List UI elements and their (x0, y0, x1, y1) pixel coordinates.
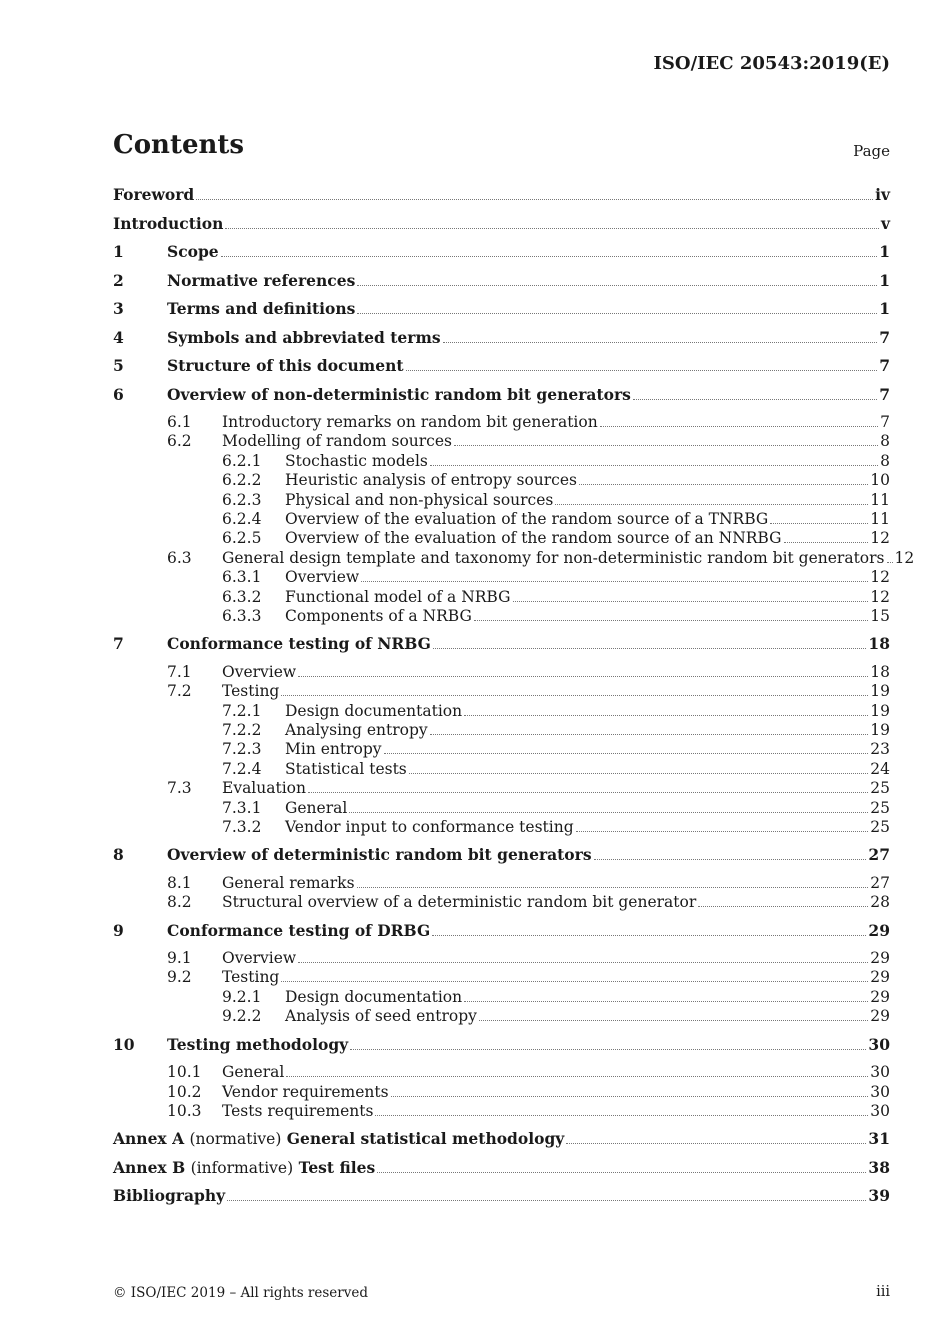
toc-entry-page: 12 (870, 529, 890, 548)
toc-entry[interactable] (113, 663, 890, 682)
leader-dots (887, 562, 893, 563)
toc-entry-number: 8 (113, 845, 124, 865)
toc-entry[interactable] (113, 548, 915, 568)
toc-entry-number: 6.2.3 (222, 490, 262, 509)
toc-entry-number: 8.1 (167, 873, 192, 892)
toc-entry-number: 9.1 (167, 949, 192, 968)
leader-dots (464, 715, 868, 716)
toc-entry-page: 10 (870, 471, 890, 490)
leader-dots (298, 962, 868, 963)
toc-entry[interactable] (113, 845, 890, 874)
toc-entry[interactable] (113, 432, 890, 451)
toc-entry-page: 7 (880, 413, 890, 431)
leader-dots (357, 887, 869, 888)
toc-entry-title: Statistical tests (285, 759, 407, 778)
toc-entry-page: 25 (870, 779, 890, 798)
toc-entry[interactable] (113, 760, 890, 779)
toc-entry[interactable] (113, 1035, 890, 1064)
leader-dots (432, 935, 866, 936)
toc-entry-number: 9.2.1 (222, 987, 262, 1006)
leader-dots (384, 753, 869, 754)
toc-entry[interactable] (113, 1063, 890, 1082)
toc-entry-page: 1 (879, 242, 890, 261)
toc-entry-number: 6.2.1 (222, 451, 262, 470)
toc-entry[interactable] (113, 721, 890, 740)
toc-entry[interactable] (113, 568, 890, 587)
toc-entry-title: Conformance testing of DRBG (167, 920, 431, 940)
toc-entry[interactable] (113, 702, 890, 721)
toc-entry[interactable] (113, 385, 890, 414)
toc-entry-number: 1 (113, 242, 124, 261)
toc-entry-number: 7.2.1 (222, 701, 262, 720)
toc-entry-number: 6.3.1 (222, 568, 262, 587)
annex-type: (normative) (189, 1130, 282, 1149)
toc-entry-page: 29 (870, 987, 890, 1006)
toc-entry-number: 6.3 (167, 548, 192, 567)
footer-copyright: © ISO/IEC 2019 – All rights reserved (113, 1285, 368, 1301)
toc-entry-title: Overview (222, 949, 297, 968)
toc-annex-entry[interactable] (113, 1129, 890, 1158)
toc-entry-title: Scope (167, 242, 219, 261)
leader-dots (579, 484, 868, 485)
toc-entry[interactable] (113, 491, 890, 510)
toc-entry-title: Terms and definitions (167, 299, 356, 318)
toc-entry[interactable] (113, 874, 890, 893)
leader-dots (443, 342, 878, 343)
toc-entry-title: Overview of non-deterministic random bit generators (167, 384, 631, 404)
leader-dots (479, 1020, 868, 1021)
toc-entry-page: 8 (880, 432, 890, 451)
toc-entry[interactable] (113, 740, 890, 759)
section-gap (113, 913, 890, 921)
toc-entry-page: 30 (870, 1063, 890, 1082)
toc-entry-title: Components of a NRBG (285, 606, 472, 625)
annex-label: Annex B (113, 1157, 186, 1177)
toc-entry-number: 5 (113, 356, 124, 375)
toc-entry-page: 19 (870, 701, 890, 720)
annex-page: 31 (868, 1129, 890, 1149)
leader-dots (281, 981, 868, 982)
toc-entry-number: 6.2.2 (222, 471, 262, 490)
toc-entry-number: 10.3 (167, 1101, 202, 1120)
toc-entry-page: 29 (870, 1007, 890, 1026)
toc-entry-number: 6.1 (167, 413, 192, 431)
toc-entry-title: Testing (222, 682, 280, 701)
toc-entry-page: 19 (870, 682, 890, 701)
toc-entry-page: 25 (870, 798, 890, 817)
page-column-label: Page (853, 142, 890, 160)
document-id-header: ISO/IEC 20543:2019(E) (653, 53, 890, 74)
toc-entry-title: Vendor requirements (222, 1082, 389, 1101)
toc-entry-page: 7 (879, 384, 890, 404)
leader-dots (513, 601, 869, 602)
toc-entry-number: 6.2.5 (222, 529, 262, 548)
leader-dots (357, 285, 877, 286)
leader-dots (298, 676, 868, 677)
toc-entry-number: 2 (113, 270, 124, 290)
leader-dots (433, 648, 867, 649)
toc-entry[interactable] (113, 818, 890, 837)
leader-dots (281, 695, 868, 696)
toc-entry-number: 10 (113, 1034, 135, 1054)
toc-entry[interactable] (113, 799, 890, 818)
toc-entry-title: Structure of this document (167, 356, 404, 375)
toc-entry[interactable] (113, 682, 890, 701)
toc-entry-title: Testing methodology (167, 1034, 349, 1054)
toc-entry-number: 6.3.3 (222, 606, 262, 625)
toc-entry[interactable] (113, 214, 890, 243)
toc-entry-page: 23 (870, 740, 890, 759)
leader-dots (430, 734, 869, 735)
toc-entry[interactable] (113, 299, 890, 328)
toc-entry-page: 30 (868, 1034, 890, 1054)
annex-page: 38 (868, 1157, 890, 1177)
toc-entry-number: 7.1 (167, 662, 192, 681)
toc-entry-title: Overview of the evaluation of the random source of a TNRBG (285, 509, 769, 528)
footer-page-number: iii (876, 1284, 890, 1300)
toc-entry-page: 15 (870, 606, 890, 625)
toc-entry-title: General remarks (222, 873, 355, 892)
toc-entry-page: 18 (868, 634, 890, 654)
toc-entry-number: 9 (113, 920, 124, 940)
toc-entry-page: v (880, 213, 890, 233)
leader-dots (633, 399, 877, 400)
toc-entry-title: General (285, 798, 348, 817)
leader-dots (225, 228, 879, 229)
leader-dots (555, 504, 868, 505)
toc-entry[interactable] (113, 328, 890, 357)
leader-dots (770, 523, 868, 524)
toc-entry-title: Design documentation (285, 701, 463, 720)
toc-entry-title: Structural overview of a deterministic random bit generator (222, 893, 697, 912)
toc-entry-title: Analysis of seed entropy (285, 1007, 477, 1026)
toc-entry-title: Evaluation (222, 779, 306, 798)
leader-dots (227, 1200, 866, 1201)
toc-entry-page: 25 (870, 817, 890, 836)
toc-entry-title: Min entropy (285, 740, 382, 759)
toc-entry-title: Modelling of random sources (222, 432, 452, 451)
toc-entry[interactable] (113, 921, 890, 950)
toc-entry-page: 1 (879, 270, 890, 290)
toc-entry-title: Foreword (113, 185, 195, 204)
toc-entry-number: 6 (113, 384, 124, 404)
leader-dots (464, 1001, 868, 1002)
toc-entry[interactable] (113, 968, 890, 987)
toc-entry-page: 27 (870, 873, 890, 892)
toc-entry-title: Symbols and abbreviated terms (167, 327, 441, 347)
leader-dots (391, 1096, 869, 1097)
toc-entry-title: Overview (285, 568, 360, 587)
leader-dots (361, 581, 868, 582)
toc-entry-page: 29 (868, 920, 890, 940)
toc-entry-title: Vendor input to conformance testing (285, 817, 574, 836)
toc-entry-number: 7.3 (167, 779, 192, 798)
toc-bibliography-entry[interactable] (113, 1186, 890, 1215)
leader-dots (357, 313, 877, 314)
toc-entry-title: Physical and non-physical sources (285, 490, 554, 509)
leader-dots (600, 426, 878, 427)
toc-entry[interactable] (113, 988, 890, 1007)
toc-entry-page: 28 (870, 893, 890, 912)
toc-entry-title: Introduction (113, 213, 224, 233)
toc-entry[interactable] (113, 413, 890, 432)
toc-entry-title: General design template and taxonomy for non-deterministic random bit generators (222, 548, 885, 567)
toc-entry-number: 7 (113, 634, 124, 654)
leader-dots (566, 1143, 866, 1144)
section-gap (113, 837, 890, 845)
page-title: Contents (113, 130, 245, 160)
annex-title: Test files (298, 1157, 376, 1177)
toc-entry-page: 11 (870, 490, 890, 509)
leader-dots (349, 812, 868, 813)
toc-entry-title: General (222, 1063, 285, 1082)
toc-entry-title: Tests requirements (222, 1101, 374, 1120)
leader-dots (784, 542, 869, 543)
toc-entry[interactable] (113, 471, 890, 490)
section-gap (113, 1121, 890, 1129)
leader-dots (286, 1076, 868, 1077)
leader-dots (698, 906, 868, 907)
toc-entry-page: 29 (870, 949, 890, 968)
toc-entry-page: 12 (870, 568, 890, 587)
toc-entry-page: 24 (870, 759, 890, 778)
toc-entry[interactable] (113, 242, 890, 271)
leader-dots (594, 859, 867, 860)
toc-entry-number: 6.2 (167, 432, 192, 451)
toc-entry-title: Overview (222, 662, 297, 681)
toc-entry[interactable] (113, 529, 890, 548)
toc-entry-title: Testing (222, 968, 280, 987)
annex-type: (informative) (190, 1158, 294, 1177)
toc-entry-title: Conformance testing of NRBG (167, 634, 431, 654)
toc-entry-page: 29 (870, 968, 890, 987)
toc-entry-title: Functional model of a NRBG (285, 587, 511, 606)
toc-entry-page: 18 (870, 662, 890, 681)
toc-entry-number: 6.3.2 (222, 587, 262, 606)
leader-dots (576, 831, 869, 832)
toc-entry-number: 7.2.2 (222, 720, 262, 739)
toc-annex-entry[interactable] (113, 1158, 890, 1187)
toc-entry-number: 6.2.4 (222, 509, 262, 528)
section-gap (113, 626, 890, 634)
toc-entry[interactable] (113, 1083, 890, 1102)
toc-entry-title: Introductory remarks on random bit generation (222, 413, 598, 431)
leader-dots (221, 256, 878, 257)
toc-entry-number: 4 (113, 327, 124, 347)
leader-dots (377, 1172, 866, 1173)
toc-entry[interactable] (113, 607, 890, 626)
toc-entry-number: 9.2 (167, 968, 192, 987)
bibliography-page: 39 (868, 1186, 890, 1206)
toc-entry-title: Heuristic analysis of entropy sources (285, 471, 577, 490)
toc-entry-title: Design documentation (285, 987, 463, 1006)
toc-entry-number: 7.3.2 (222, 817, 262, 836)
toc-entry-page: 1 (879, 299, 890, 318)
bibliography-title: Bibliography (113, 1186, 226, 1206)
toc-entry-page: 19 (870, 720, 890, 739)
toc-entry[interactable] (113, 893, 890, 912)
toc-entry[interactable] (113, 356, 890, 385)
toc-entry[interactable] (113, 185, 890, 214)
toc-entry-title: Overview of deterministic random bit generators (167, 845, 592, 865)
leader-dots (430, 465, 878, 466)
toc-entry-page: 12 (894, 548, 915, 567)
toc-entry-page: 7 (879, 327, 890, 347)
leader-dots (350, 1049, 866, 1050)
toc-entry-number: 7.2.3 (222, 740, 262, 759)
toc-entry-number: 7.2 (167, 682, 192, 701)
toc-entry[interactable] (113, 452, 890, 471)
leader-dots (196, 199, 873, 200)
toc-entry-page: iv (875, 185, 890, 204)
toc-entry-page: 30 (870, 1082, 890, 1101)
toc-entry[interactable] (113, 779, 890, 798)
toc-entry-page: 7 (879, 356, 890, 375)
toc-entry[interactable] (113, 588, 890, 607)
toc-entry-number: 7.3.1 (222, 798, 262, 817)
toc-entry-number: 7.2.4 (222, 759, 262, 778)
table-of-contents (113, 185, 915, 1215)
leader-dots (308, 792, 868, 793)
section-gap (113, 1027, 890, 1035)
toc-entry-title: Stochastic models (285, 451, 428, 470)
annex-title: General statistical methodology (286, 1129, 565, 1149)
leader-dots (375, 1115, 868, 1116)
toc-entry[interactable] (113, 949, 890, 968)
toc-entry[interactable] (113, 634, 890, 663)
annex-label: Annex A (113, 1129, 185, 1149)
leader-dots (474, 620, 868, 621)
toc-entry-number: 3 (113, 299, 124, 318)
toc-entry-number: 10.2 (167, 1082, 202, 1101)
toc-entry[interactable] (113, 271, 890, 300)
leader-dots (454, 445, 878, 446)
leader-dots (409, 773, 869, 774)
toc-entry-page: 27 (868, 845, 890, 865)
toc-entry-page: 12 (870, 587, 890, 606)
toc-entry-number: 8.2 (167, 893, 192, 912)
toc-entry-page: 11 (870, 509, 890, 528)
toc-entry-title: Overview of the evaluation of the random source of an NNRBG (285, 529, 782, 548)
leader-dots (406, 370, 878, 371)
toc-entry[interactable] (113, 1102, 890, 1121)
toc-entry-title: Analysing entropy (285, 720, 428, 739)
toc-entry[interactable] (113, 510, 890, 529)
toc-entry-title: Normative references (167, 270, 356, 290)
toc-entry-number: 9.2.2 (222, 1007, 262, 1026)
toc-entry-number: 10.1 (167, 1063, 202, 1082)
toc-entry-page: 30 (870, 1101, 890, 1120)
toc-entry-page: 8 (880, 451, 890, 470)
toc-entry[interactable] (113, 1007, 890, 1026)
